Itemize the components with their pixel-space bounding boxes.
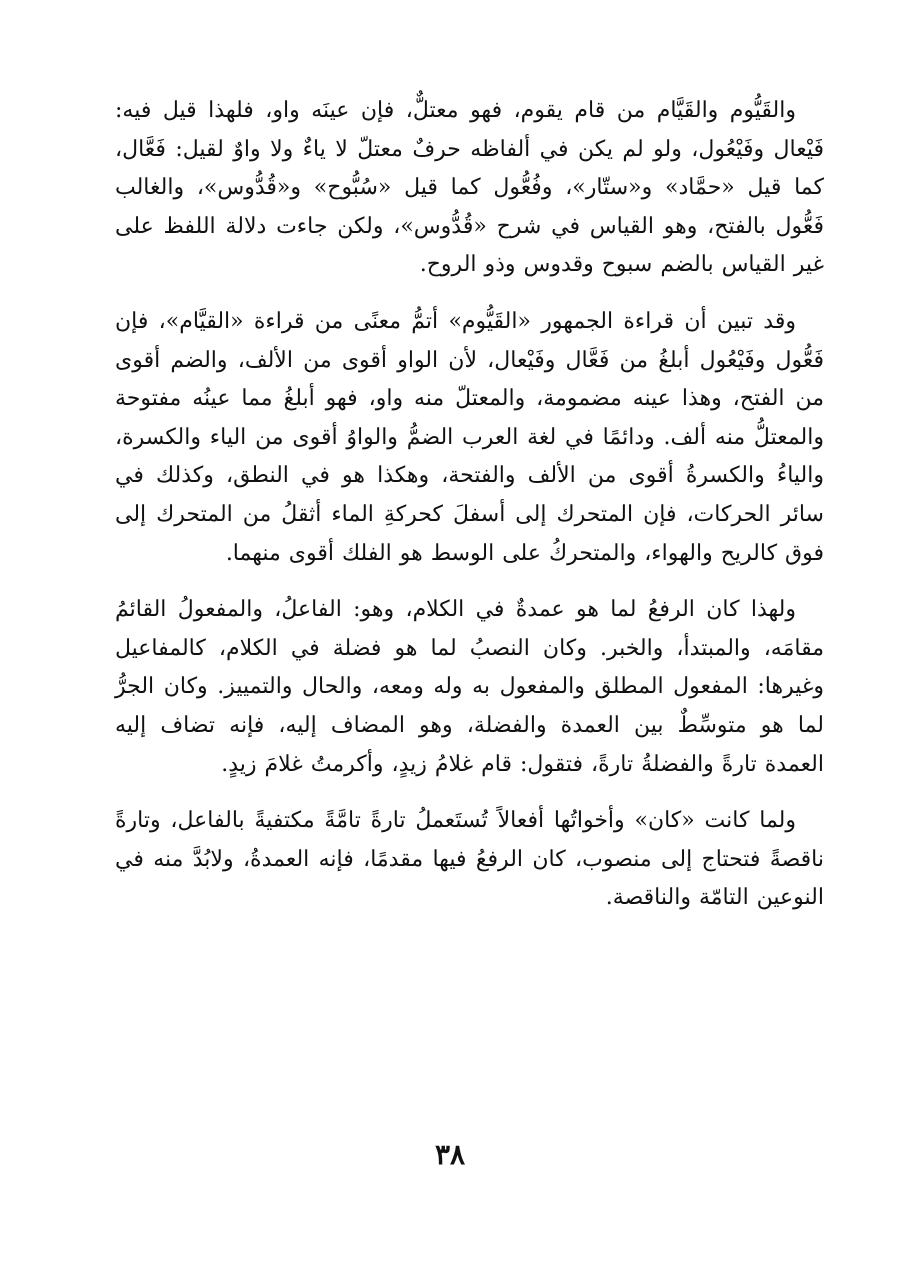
page-number: ٣٨	[434, 1138, 466, 1171]
paragraph-2: وقد تبين أن قراءة الجمهور «القَيُّوم» أتمُّ معنًى من قراءة «القيَّام»، فإن فَعُّول وفَيْعُول أبلغُ من فَعَّال وفَيْعال، لأن الواو أقوى من الألف، والضم أقوى من الفتح، وهذا عينه مضمومة، والمعتلّ منه واو، فهو أبلغُ مما عينُه مفتوحة والمعتلُّ منه ألف. ودائمًا في لغة العرب الضمُّ والواوُ أقوى من الياء والكسرة، والياءُ والكسرةُ أقوى من الألف والفتحة، وهكذا هو في النطق، وكذلك في سائر الحركات، فإن المتحرك إلى أسفلَ كحركةِ الماء أثقلُ من المتحرك إلى فوق كالريح والهواء، والمتحركُ على الوسط هو الفلك أقوى منهما.	[115, 308, 824, 566]
paragraph-3: ولهذا كان الرفعُ لما هو عمدةٌ في الكلام، وهو: الفاعلُ، والمفعولُ القائمُ مقامَه، والمبتدأ، والخبر. وكان النصبُ لما هو فضلة في الكلام، كالمفاعيل وغيرها: المفعول المطلق والمفعول به وله ومعه، والحال والتمييز. وكان الجرُّ لما هو متوسِّطٌ بين العمدة والفضلة، وهو المضاف إليه، فإنه تضاف إليه العمدة تارةً والفضلةُ تارةً، فتقول: قام غلامُ زيدٍ، وأكرمتُ غلامَ زيدٍ.	[115, 597, 824, 777]
paragraph-1: والقَيُّوم والقَيَّام من قام يقوم، فهو معتلٌّ، فإن عينَه واو، فلهذا قيل فيه: فَيْعال وفَيْعُول، ولو لم يكن في ألفاظه حرفٌ معتلّ لا ياءٌ ولا واوٌ لقيل: فَعَّال، كما قيل «حمَّاد» و«ستّار»، وفُعُّول كما قيل «سُبُّوح» و«قُدُّوس»، والغالب فَعُّول بالفتح، وهو القياس في شرح «قُدُّوس»، ولكن جاءت دلالة اللفظ على غير القياس بالضم سبوح وقدوس وذو الروح.	[115, 98, 824, 278]
page-text-block	[115, 92, 824, 918]
paragraph-4: ولما كانت «كان» وأخواتُها أفعالاً تُستَعملُ تارةً تامَّةً مكتفيةً بالفاعل، وتارةً ناقصةً فتحتاج إلى منصوب، كان الرفعُ فيها مقدمًا، فإنه العمدةُ، ولابُدَّ منه في النوعين التامّة والناقصة.	[115, 808, 824, 911]
